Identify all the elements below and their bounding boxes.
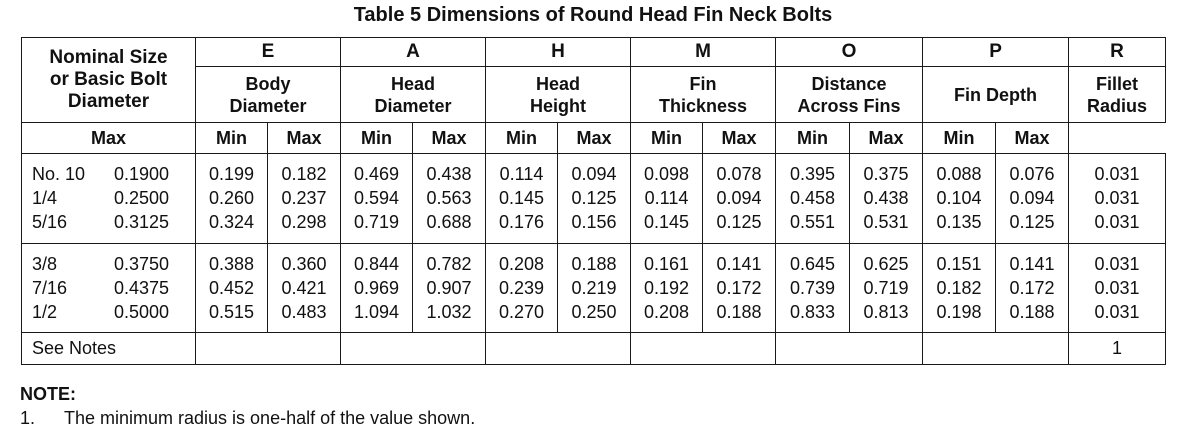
nominal-size-header: Nominal Size or Basic Bolt Diameter <box>22 38 196 123</box>
col-letter-e: E <box>196 38 341 67</box>
value: 1.032 <box>426 301 472 322</box>
see-notes-label: See Notes <box>22 333 196 365</box>
value: 0.031 <box>1094 301 1140 322</box>
value: 0.198 <box>936 301 982 322</box>
value: 0.098 <box>644 164 690 185</box>
value: 0.833 <box>790 301 836 322</box>
value: 0.458 <box>790 188 836 209</box>
size-line <box>32 300 195 324</box>
value-cell <box>703 154 776 244</box>
value-cell <box>1069 154 1166 244</box>
value-cell <box>268 154 341 244</box>
value: 0.625 <box>863 253 909 274</box>
col-desc-body-diameter: Body Diameter <box>196 67 341 123</box>
value: 0.031 <box>1094 212 1140 233</box>
value: 0.469 <box>353 164 400 185</box>
value: 0.192 <box>644 277 690 298</box>
value: 0.208 <box>644 301 690 322</box>
note-item <box>20 408 475 429</box>
empty-cell <box>196 333 341 365</box>
table-row <box>22 154 1166 244</box>
value-cell <box>631 154 703 244</box>
size-name: 5/16 <box>32 212 68 233</box>
value: 0.298 <box>281 212 327 233</box>
empty-cell <box>631 333 776 365</box>
value: 0.844 <box>353 253 400 274</box>
value-cell <box>850 154 923 244</box>
value: 0.088 <box>936 164 982 185</box>
value: 0.141 <box>716 253 762 274</box>
size-line <box>32 252 195 276</box>
value: 0.645 <box>790 253 836 274</box>
min-label: Min <box>631 123 703 154</box>
value: 1.094 <box>353 301 400 322</box>
value: 0.969 <box>353 277 400 298</box>
value-cell <box>776 154 850 244</box>
value: 0.208 <box>498 253 545 274</box>
value-cell <box>341 243 413 333</box>
value: 0.452 <box>208 277 255 298</box>
value-cell <box>196 154 268 244</box>
value-cell <box>923 154 996 244</box>
value: 0.078 <box>716 164 762 185</box>
max-label: Max <box>996 123 1069 154</box>
size-name: 7/16 <box>32 277 68 298</box>
value: 0.094 <box>716 188 762 209</box>
see-notes-r-ref: 1 <box>1069 333 1166 365</box>
value: 0.145 <box>644 212 690 233</box>
min-label: Min <box>486 123 558 154</box>
value: 0.438 <box>426 164 472 185</box>
value-cell <box>558 154 631 244</box>
table-row <box>22 243 1166 333</box>
value: 0.199 <box>208 164 255 185</box>
value-cell <box>486 243 558 333</box>
min-label: Min <box>923 123 996 154</box>
value: 0.531 <box>863 212 909 233</box>
col-letter-a: A <box>341 38 486 67</box>
see-notes-row <box>22 333 1166 365</box>
max-label: Max <box>413 123 486 154</box>
min-label: Min <box>341 123 413 154</box>
col-desc-fin-thickness: Fin Thickness <box>631 67 776 123</box>
value-cell <box>850 243 923 333</box>
value: 0.031 <box>1094 253 1140 274</box>
value-cell <box>196 243 268 333</box>
value-cell <box>703 243 776 333</box>
value: 0.719 <box>353 212 400 233</box>
value: 0.125 <box>1009 212 1055 233</box>
value: 0.360 <box>281 253 327 274</box>
col-letter-p: P <box>923 38 1069 67</box>
value: 0.031 <box>1094 188 1140 209</box>
value: 0.813 <box>863 301 909 322</box>
size-diameter: 0.3125 <box>114 212 170 233</box>
value: 0.094 <box>1009 188 1055 209</box>
note-number: 1. <box>20 408 36 428</box>
value: 0.135 <box>936 212 982 233</box>
value-cell <box>923 243 996 333</box>
col-letter-r: R <box>1069 38 1166 67</box>
value: 0.188 <box>716 301 762 322</box>
value: 0.161 <box>644 253 690 274</box>
size-line <box>32 210 195 234</box>
size-diameter: 0.4375 <box>114 277 170 298</box>
size-diameter: 0.1900 <box>114 164 170 185</box>
value: 0.563 <box>426 188 472 209</box>
value: 0.141 <box>1009 253 1055 274</box>
size-line <box>32 276 195 300</box>
size-diameter: 0.2500 <box>114 188 170 209</box>
size-diameter: 0.5000 <box>114 301 170 322</box>
value: 0.719 <box>863 277 909 298</box>
value: 0.438 <box>863 188 909 209</box>
col-desc-fin-depth: Fin Depth <box>923 67 1069 123</box>
col-letter-h: H <box>486 38 631 67</box>
value: 0.375 <box>863 164 909 185</box>
value-cell <box>486 154 558 244</box>
value: 0.421 <box>281 277 327 298</box>
value: 0.172 <box>1009 277 1055 298</box>
value: 0.324 <box>208 212 255 233</box>
value: 0.239 <box>498 277 545 298</box>
value: 0.094 <box>571 164 617 185</box>
empty-cell <box>341 333 486 365</box>
col-desc-head-diameter: Head Diameter <box>341 67 486 123</box>
empty-cell <box>923 333 1069 365</box>
value: 0.156 <box>571 212 617 233</box>
value: 0.031 <box>1094 164 1140 185</box>
value-cell <box>413 243 486 333</box>
empty-cell <box>486 333 631 365</box>
value: 0.176 <box>498 212 545 233</box>
min-label: Min <box>196 123 268 154</box>
value: 0.594 <box>353 188 400 209</box>
note-heading: NOTE: <box>20 384 76 404</box>
value-cell <box>413 154 486 244</box>
value-cell <box>268 243 341 333</box>
size-name: No. 10 <box>32 164 86 185</box>
value: 0.188 <box>1009 301 1055 322</box>
col-desc-distance-across-fins: Distance Across Fins <box>776 67 923 123</box>
value-cell <box>996 243 1069 333</box>
value: 0.219 <box>571 277 617 298</box>
max-label: Max <box>850 123 923 154</box>
value: 0.125 <box>716 212 762 233</box>
value-cell <box>558 243 631 333</box>
max-label: Max <box>703 123 776 154</box>
value: 0.114 <box>644 188 689 209</box>
col-desc-fillet-radius: Fillet Radius <box>1069 67 1166 123</box>
value: 0.114 <box>499 164 544 185</box>
value-cell <box>996 154 1069 244</box>
value: 0.688 <box>426 212 472 233</box>
value: 0.182 <box>281 164 327 185</box>
size-diameter: 0.3750 <box>114 253 170 274</box>
min-label: Min <box>776 123 850 154</box>
value: 0.031 <box>1094 277 1140 298</box>
col-letter-o: O <box>776 38 923 67</box>
max-label: Max <box>22 123 196 154</box>
value: 0.145 <box>498 188 545 209</box>
value: 0.260 <box>208 188 255 209</box>
value: 0.076 <box>1009 164 1055 185</box>
dimensions-table <box>21 37 1166 365</box>
value: 0.125 <box>571 188 617 209</box>
value-cell <box>341 154 413 244</box>
value: 0.782 <box>426 253 472 274</box>
size-line <box>32 186 195 210</box>
size-line <box>32 162 195 186</box>
value-cell <box>631 243 703 333</box>
table-title: Table 5 Dimensions of Round Head Fin Neck Bolts <box>353 4 833 26</box>
value: 0.388 <box>208 253 255 274</box>
col-desc-head-height: Head Height <box>486 67 631 123</box>
value: 0.182 <box>936 277 982 298</box>
value: 0.515 <box>208 301 255 322</box>
size-name: 1/4 <box>32 188 58 209</box>
size-cell <box>22 154 196 244</box>
value: 0.172 <box>716 277 762 298</box>
value: 0.739 <box>790 277 836 298</box>
value: 0.483 <box>281 301 327 322</box>
value: 0.104 <box>936 188 982 209</box>
max-label: Max <box>558 123 631 154</box>
max-label: Max <box>268 123 341 154</box>
size-cell <box>22 243 196 333</box>
value: 0.237 <box>281 188 327 209</box>
value: 0.395 <box>790 164 836 185</box>
value: 0.270 <box>498 301 545 322</box>
col-letter-m: M <box>631 38 776 67</box>
value: 0.551 <box>790 212 836 233</box>
empty-cell <box>776 333 923 365</box>
value-cell <box>776 243 850 333</box>
value-cell <box>1069 243 1166 333</box>
value: 0.188 <box>571 253 617 274</box>
note-text: The minimum radius is one-half of the value shown. <box>64 408 476 428</box>
size-name: 1/2 <box>32 301 58 322</box>
size-name: 3/8 <box>32 253 58 274</box>
value: 0.907 <box>426 277 472 298</box>
value: 0.151 <box>936 253 982 274</box>
value: 0.250 <box>571 301 617 322</box>
